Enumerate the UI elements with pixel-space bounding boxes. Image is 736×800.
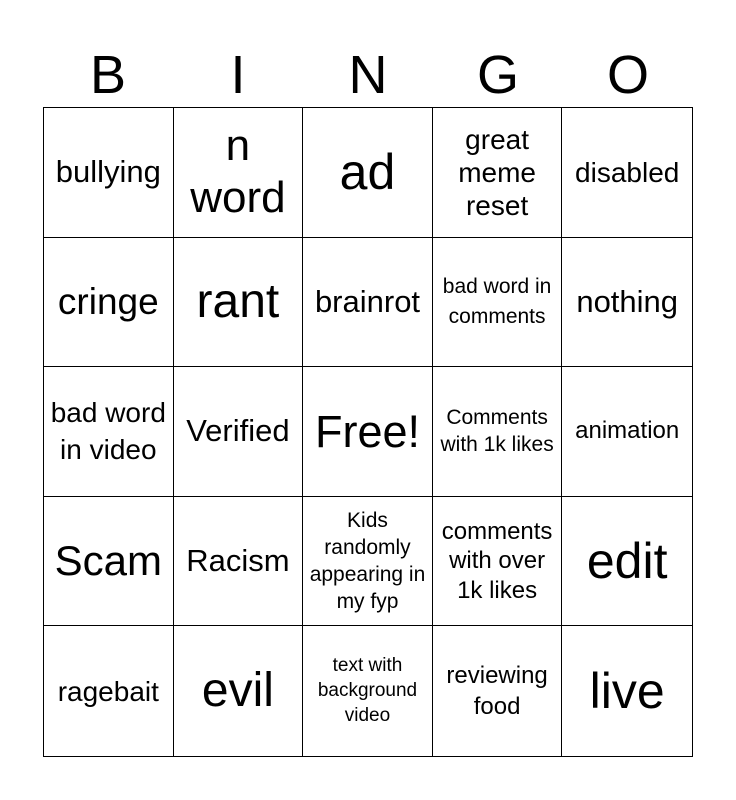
bingo-cell-2-5[interactable] [562,238,692,368]
header-letter-i: I [230,45,246,105]
cell-label: Racism [186,542,290,578]
cell-label: great meme reset [458,123,536,221]
bingo-cell-2-4[interactable] [433,238,563,368]
bingo-cell-1-5[interactable] [562,108,692,238]
bingo-cell-3-4[interactable] [433,367,563,497]
bingo-cell-4-5[interactable] [562,497,692,627]
cell-label: Verified [186,413,290,449]
bingo-cell-3-5[interactable] [562,367,692,497]
cell-label: text with background video [317,655,418,726]
bingo-cell-2-3[interactable] [303,238,433,368]
cell-label: evil [201,663,274,717]
bingo-cell-3-2[interactable] [174,367,304,497]
cell-label: n word [190,121,286,223]
cell-label: ad [339,143,396,200]
cell-label: bad word in comments [442,275,552,328]
cell-label: Kids randomly appearing in my fyp [309,508,426,614]
bingo-cell-5-1[interactable] [44,626,174,756]
cell-label: Comments with 1k likes [440,406,554,457]
bingo-cell-5-5[interactable] [562,626,692,756]
bingo-cell-2-1[interactable] [44,238,174,368]
cell-label: bad word in video [50,396,166,466]
bingo-cell-1-4[interactable] [433,108,563,238]
header-letter-b: B [89,45,127,105]
cell-label: edit [586,532,668,589]
bingo-cell-4-4[interactable] [433,497,563,627]
cell-label: Scam [54,537,162,585]
bingo-cell-4-2[interactable] [174,497,304,627]
bingo-cell-5-4[interactable] [433,626,563,756]
bingo-cell-4-1[interactable] [44,497,174,627]
bingo-board [43,107,693,757]
bingo-header [43,42,693,108]
bingo-cell-1-3[interactable] [303,108,433,238]
bingo-cell-5-3[interactable] [303,626,433,756]
free-space-cell[interactable] [303,367,433,497]
cell-label: animation [575,417,680,445]
cell-label: cringe [57,281,159,323]
cell-label: nothing [576,283,679,319]
bingo-cell-2-2[interactable] [174,238,304,368]
cell-label: reviewing food [446,662,548,721]
free-space-label: Free! [314,405,420,457]
bingo-cell-5-2[interactable] [174,626,304,756]
header-letter-n: N [348,45,388,105]
header-letter-g: G [476,45,519,105]
cell-label: bullying [55,154,161,189]
cell-label: ragebait [57,675,159,707]
cell-label: rant [196,274,280,328]
bingo-cell-3-1[interactable] [44,367,174,497]
cell-label: disabled [575,156,680,188]
cell-label: comments with over 1k likes [441,518,553,604]
bingo-cell-4-3[interactable] [303,497,433,627]
cell-label: live [589,662,665,719]
bingo-cell-1-2[interactable] [174,108,304,238]
header-letter-o: O [606,45,649,105]
bingo-cell-1-1[interactable] [44,108,174,238]
cell-label: brainrot [314,283,421,319]
